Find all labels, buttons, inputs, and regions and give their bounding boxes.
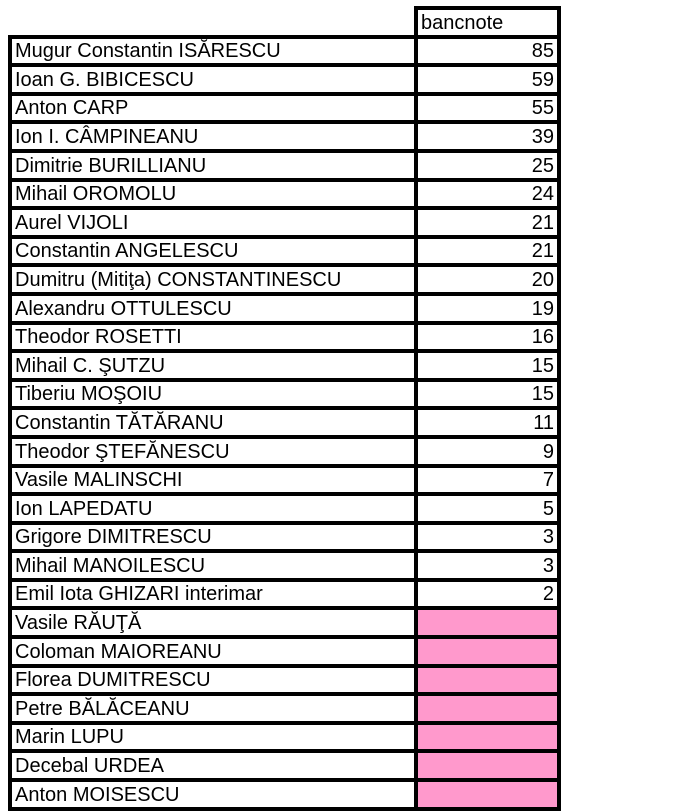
bancnote-value-cell[interactable]: 85 [416,37,559,66]
governor-name-cell[interactable]: Mihail OROMOLU [10,180,416,209]
governor-name-cell[interactable]: Aurel VIJOLI [10,208,416,237]
governor-name-cell[interactable]: Dumitru (Mitiţa) CONSTANTINESCU [10,265,416,294]
governor-name-cell[interactable]: Theodor ROSETTI [10,323,416,352]
table-body [10,37,559,809]
bancnote-column-header-cell[interactable]: bancnote [416,8,559,37]
governor-name-cell[interactable]: Coloman MAIOREANU [10,637,416,666]
table-row [10,294,559,323]
governor-name-cell[interactable]: Constantin ANGELESCU [10,237,416,266]
governor-name-cell[interactable]: Vasile MALINSCHI [10,466,416,495]
table-row [10,666,559,695]
bancnote-value-cell[interactable]: 11 [416,408,559,437]
table-row [10,580,559,609]
table-row [10,466,559,495]
bancnote-value-cell[interactable]: 21 [416,208,559,237]
table-row [10,494,559,523]
table-row [10,323,559,352]
governor-name-cell[interactable]: Dimitrie BURILLIANU [10,151,416,180]
governor-name-cell[interactable]: Alexandru OTTULESCU [10,294,416,323]
governor-name-cell[interactable]: Emil Iota GHIZARI interimar [10,580,416,609]
table-row [10,37,559,66]
governor-name-cell[interactable]: Vasile RĂUŢĂ [10,608,416,637]
table-row [10,351,559,380]
governors-bancnote-table [8,6,561,811]
bancnote-value-cell[interactable]: 3 [416,551,559,580]
table-row [10,94,559,123]
bancnote-value-cell[interactable]: 39 [416,122,559,151]
table-row [10,694,559,723]
governor-name-cell[interactable]: Florea DUMITRESCU [10,666,416,695]
governor-name-cell[interactable]: Anton CARP [10,94,416,123]
bancnote-empty-cell[interactable] [416,637,559,666]
governor-name-cell[interactable]: Petre BĂLĂCEANU [10,694,416,723]
table-row [10,551,559,580]
table-row [10,408,559,437]
governor-name-cell[interactable]: Mugur Constantin ISĂRESCU [10,37,416,66]
header-row [10,8,559,37]
governor-name-cell[interactable]: Grigore DIMITRESCU [10,523,416,552]
bancnote-value-cell[interactable]: 21 [416,237,559,266]
bancnote-value-cell[interactable]: 9 [416,437,559,466]
governor-name-cell[interactable]: Theodor ŞTEFĂNESCU [10,437,416,466]
bancnote-empty-cell[interactable] [416,723,559,752]
bancnote-value-cell[interactable]: 20 [416,265,559,294]
bancnote-empty-cell[interactable] [416,608,559,637]
table-row [10,65,559,94]
governor-name-cell[interactable]: Ion LAPEDATU [10,494,416,523]
governor-name-cell[interactable]: Mihail MANOILESCU [10,551,416,580]
bancnote-value-cell[interactable]: 16 [416,323,559,352]
bancnote-value-cell[interactable]: 7 [416,466,559,495]
table-row [10,751,559,780]
governor-name-cell[interactable]: Anton MOISESCU [10,780,416,809]
bancnote-value-cell[interactable]: 15 [416,351,559,380]
governor-name-cell[interactable]: Mihail C. ŞUTZU [10,351,416,380]
bancnote-value-cell[interactable]: 59 [416,65,559,94]
table-row [10,151,559,180]
bancnote-value-cell[interactable]: 5 [416,494,559,523]
bancnote-value-cell[interactable]: 55 [416,94,559,123]
bancnote-empty-cell[interactable] [416,694,559,723]
table-row [10,380,559,409]
table-row [10,523,559,552]
table-row [10,637,559,666]
bancnote-value-cell[interactable]: 19 [416,294,559,323]
governor-name-cell[interactable]: Tiberiu MOŞOIU [10,380,416,409]
table-row [10,180,559,209]
empty-header-cell [10,8,416,37]
governor-name-cell[interactable]: Constantin TĂTĂRANU [10,408,416,437]
table-row [10,437,559,466]
bancnote-value-cell[interactable]: 15 [416,380,559,409]
governor-name-cell[interactable]: Decebal URDEA [10,751,416,780]
bancnote-empty-cell[interactable] [416,666,559,695]
table-row [10,608,559,637]
bancnote-empty-cell[interactable] [416,751,559,780]
table-row [10,208,559,237]
bancnote-value-cell[interactable]: 2 [416,580,559,609]
table-row [10,780,559,809]
table-row [10,265,559,294]
governor-name-cell[interactable]: Ioan G. BIBICESCU [10,65,416,94]
governor-name-cell[interactable]: Marin LUPU [10,723,416,752]
bancnote-value-cell[interactable]: 3 [416,523,559,552]
bancnote-value-cell[interactable]: 25 [416,151,559,180]
table-row [10,122,559,151]
bancnote-empty-cell[interactable] [416,780,559,809]
bancnote-value-cell[interactable]: 24 [416,180,559,209]
table-row [10,723,559,752]
table-row [10,237,559,266]
governor-name-cell[interactable]: Ion I. CÂMPINEANU [10,122,416,151]
